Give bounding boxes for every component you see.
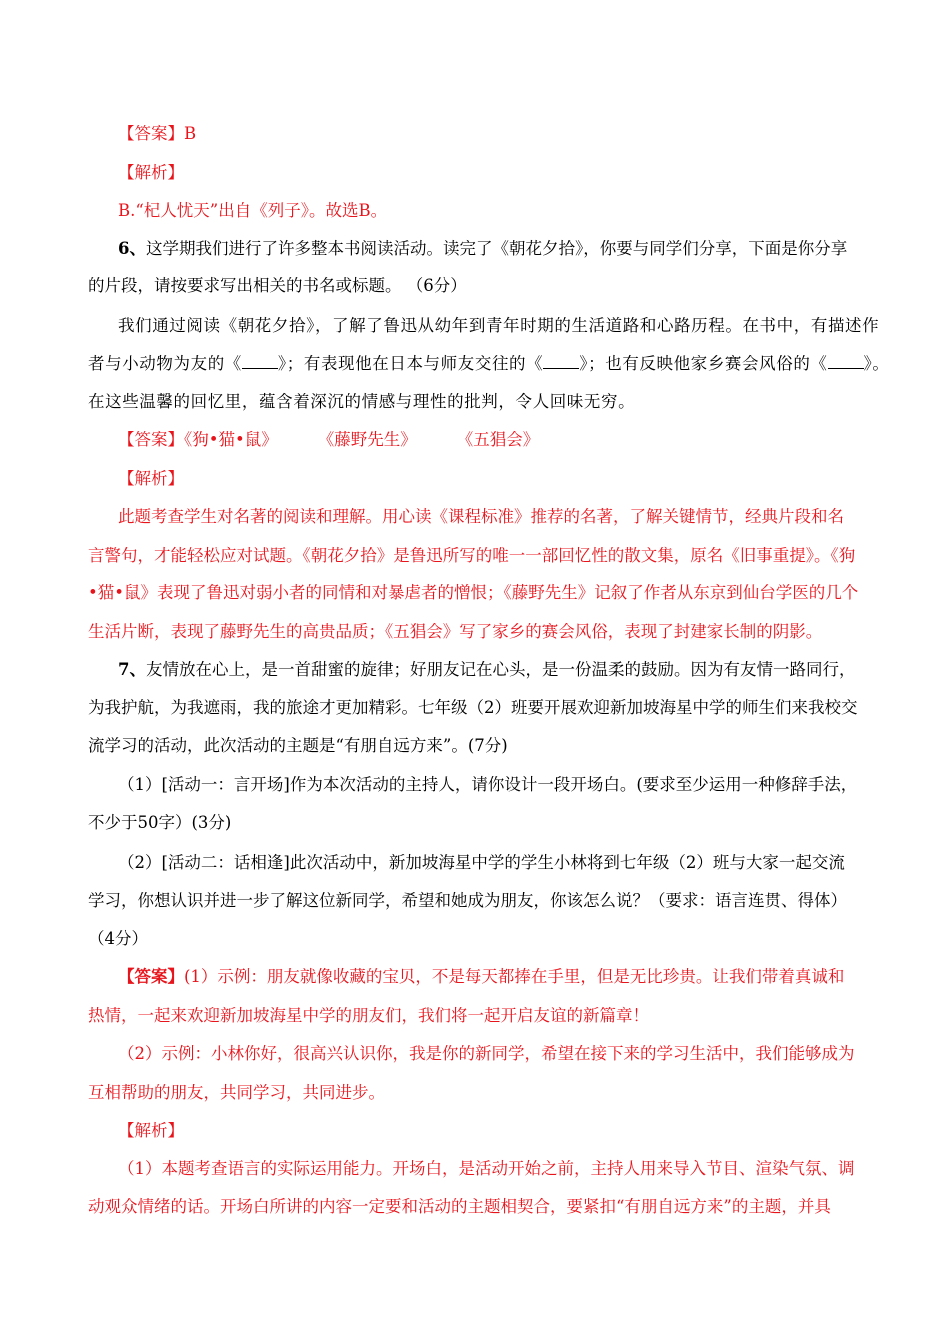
question-number: 6、 xyxy=(118,239,146,258)
question-6-line-2: 的片段，请按要求写出相关的书名或标题。 （6分） xyxy=(88,276,467,295)
answer-label: 【答案】 xyxy=(118,430,184,449)
answer-blank-3[interactable] xyxy=(828,354,864,369)
answer-5 xyxy=(118,121,874,147)
question-7-line-1: 7、友情放在心上，是一首甜蜜的旋律；好朋友记在心头，是一份温柔的鼓励。因为有友情一路同行， xyxy=(118,660,856,679)
analysis-6-line-1: 此题考查学生对名著的阅读和理解。用心读《课程标准》推荐的名著，了解关键情节，经典片段和名 xyxy=(118,507,844,526)
question-number: 7、 xyxy=(118,660,146,679)
analysis-5-label: 【解析】 xyxy=(118,163,184,182)
passage-line-1: 我们通过阅读《朝花夕拾》，了解了鲁迅从幼年到青年时期的生活道路和心路历程。在书中，有描述作 xyxy=(118,316,880,335)
passage-line-2: 者与小动物为友的《 》；有表现他在日本与师友交往的《 》；也有反映他家乡赛会风俗的《 》。 xyxy=(88,354,890,373)
analysis-6-line-2: 言警句，才能轻松应对试题。《朝花夕拾》是鲁迅所写的唯一一部回忆性的散文集，原名《旧事重提》。《狗 xyxy=(88,546,856,565)
analysis-7-label: 【解析】 xyxy=(118,1121,184,1140)
answer-7-line-1: 【答案】(1）示例：朋友就像收藏的宝贝，不是每天都捧在手里，但是无比珍贵。让我们带着真诚和 xyxy=(118,967,845,986)
analysis-7-line-1: （1）本题考查语言的实际运用能力。开场白，是活动开始之前，主持人用来导入节目、渲染气氛、调 xyxy=(118,1159,855,1178)
question-6-line-1: 6、这学期我们进行了许多整本书阅读活动。读完了《朝花夕拾》，你要与同学们分享，下面是你分享 xyxy=(118,239,848,258)
answer-label: 【答案】 xyxy=(118,967,184,986)
answer-7-line-2: 热情，一起来欢迎新加坡海星中学的朋友们，我们将一起开启友谊的新篇章！ xyxy=(88,1006,649,1025)
question-7-line-2: 为我护航，为我遮雨，我的旅途才更加精彩。七年级（2）班要开展欢迎新加坡海星中学的师生们来我校交 xyxy=(88,698,858,717)
answer-blank-2[interactable] xyxy=(543,354,579,369)
sub-question-1-line-2: 不少于50字）(3分) xyxy=(88,813,232,832)
sub-question-2-line-2: 学习，你想认识并进一步了解这位新同学，希望和她成为朋友，你该怎么说？（要求：语言连贯、得体） xyxy=(88,891,847,910)
answer-label: 【答案】 xyxy=(118,124,184,143)
analysis-7-line-2: 动观众情绪的话。开场白所讲的内容一定要和活动的主题相契合，要紧扣“有朋自远方来”的主题，并具 xyxy=(88,1197,831,1216)
analysis-6-line-4: 生活片断，表现了藤野先生的高贵品质；《五猖会》写了家乡的赛会风俗，表现了封建家长制的阴影。 xyxy=(88,622,823,641)
passage-line-3: 在这些温馨的回忆里，蕴含着深沉的情感与理性的批判，令人回味无穷。 xyxy=(88,392,636,411)
analysis-6-line-3: •猫•鼠》表现了鲁迅对弱小者的同情和对暴虐者的憎恨；《藤野先生》记叙了作者从东京到仙台学医的几个 xyxy=(88,583,859,602)
answer-7-line-4: 互相帮助的朋友，共同学习，共同进步。 xyxy=(88,1083,385,1102)
answer-6: 【答案】《狗•猫•鼠》 《藤野先生》 《五猖会》 xyxy=(118,430,540,449)
analysis-6-label: 【解析】 xyxy=(118,469,184,488)
question-7-line-3: 流学习的活动，此次活动的主题是“有朋自远方来”。(7分) xyxy=(88,736,508,755)
answer-value: B xyxy=(184,124,197,143)
analysis-5-text: B.“杞人忧天”出自《列子》。故选B。 xyxy=(118,201,388,220)
sub-question-1-line-1: （1）[活动一：言开场]作为本次活动的主持人，请你设计一段开场白。(要求至少运用一种修辞手法， xyxy=(118,775,858,794)
sub-question-2-line-3: （4分） xyxy=(88,929,148,948)
sub-question-2-line-1: （2）[活动二：话相逢]此次活动中，新加坡海星中学的学生小林将到七年级（2）班与大家一起交流 xyxy=(118,853,845,872)
answer-7-line-3: （2）示例：小林你好，很高兴认识你，我是你的新同学，希望在接下来的学习生活中，我们能够成为 xyxy=(118,1044,855,1063)
answer-blank-1[interactable] xyxy=(242,354,278,369)
